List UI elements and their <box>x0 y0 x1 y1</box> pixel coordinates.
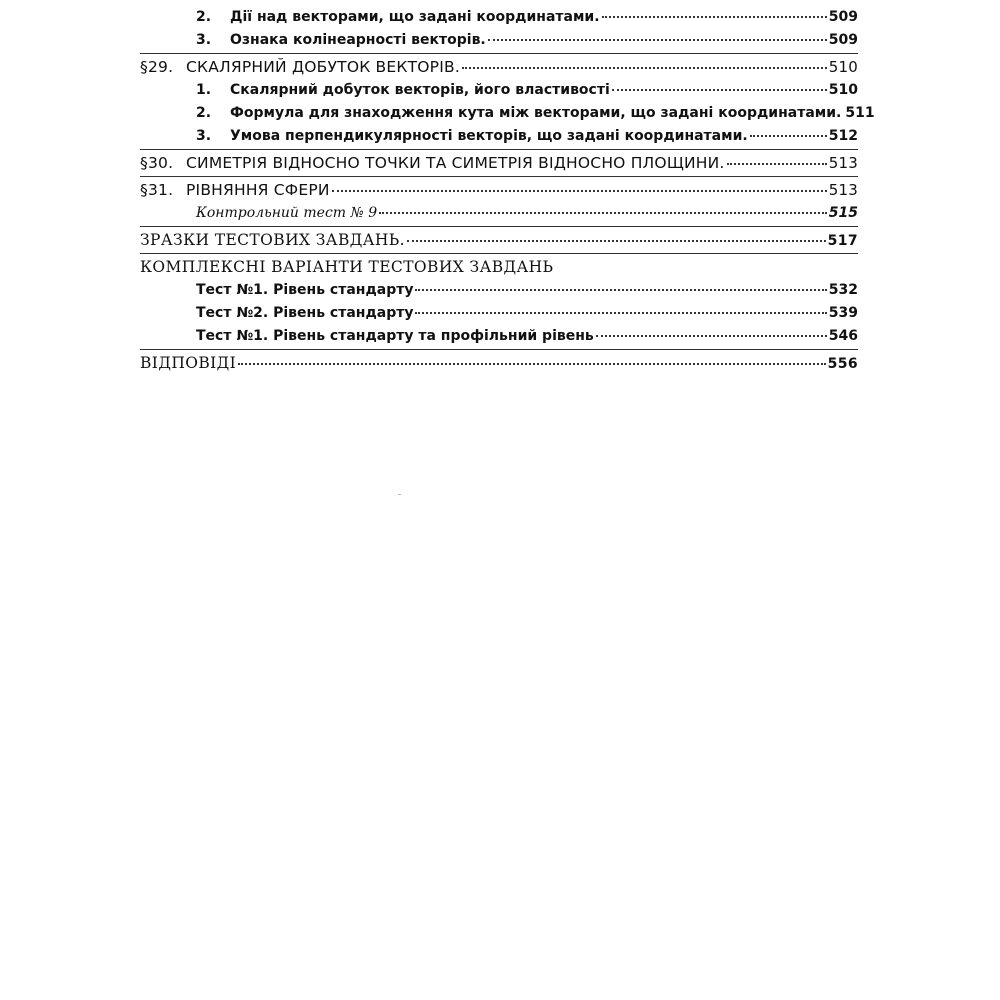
toc-row <box>140 102 875 125</box>
item-title: Умова перпендикулярності векторів, що задані координатами. <box>230 128 748 144</box>
dot-leader <box>750 134 827 137</box>
scan-speck <box>398 494 401 495</box>
table-of-contents <box>140 6 875 375</box>
control-test-title: Контрольний тест № 9 <box>196 205 378 221</box>
separator-line <box>140 176 858 177</box>
dot-leader <box>415 288 826 291</box>
toc-row <box>140 125 858 148</box>
dot-leader <box>332 189 827 192</box>
separator-line <box>140 253 858 254</box>
page-number: 513 <box>828 154 858 172</box>
page-number: 515 <box>828 205 858 221</box>
item-number: 3. <box>196 128 212 144</box>
dot-leader <box>415 311 826 314</box>
toc-row <box>140 79 858 102</box>
section-title: СИМЕТРІЯ ВІДНОСНО ТОЧКИ ТА СИМЕТРІЯ ВІДНОСНО ПЛОЩИНИ. <box>186 154 725 172</box>
toc-row <box>140 279 858 302</box>
section-mark: §31. <box>140 181 174 199</box>
dot-leader <box>596 334 827 337</box>
item-title: Дії над векторами, що задані координатами. <box>230 9 600 25</box>
page-number: 511 <box>845 105 875 121</box>
toc-complex <box>140 256 858 279</box>
toc-row <box>140 302 858 325</box>
page-number: 510 <box>828 58 858 76</box>
item-title: Ознака колінеарності векторів. <box>230 32 486 48</box>
toc-section-29 <box>140 56 858 79</box>
test-title: Тест №1. Рівень стандарту та профільний рівень <box>196 328 594 344</box>
section-title: РІВНЯННЯ СФЕРИ <box>186 181 330 199</box>
toc-section-31 <box>140 179 858 202</box>
item-number: 3. <box>196 32 212 48</box>
dot-leader <box>488 38 827 41</box>
page-number: 513 <box>828 181 858 199</box>
page-number: 532 <box>828 282 858 298</box>
separator-line <box>140 349 858 350</box>
dot-leader <box>407 239 826 242</box>
section-title: КОМПЛЕКСНІ ВАРІАНТИ ТЕСТОВИХ ЗАВДАНЬ <box>140 258 554 276</box>
toc-row <box>140 325 858 348</box>
toc-control-test <box>140 202 858 225</box>
toc-row <box>140 6 858 29</box>
dot-leader <box>238 362 825 365</box>
section-title: СКАЛЯРНИЙ ДОБУТОК ВЕКТОРІВ. <box>186 58 460 76</box>
page-number: 512 <box>828 128 858 144</box>
separator-line <box>140 226 858 227</box>
test-title: Тест №2. Рівень стандарту <box>196 305 414 321</box>
toc-samples <box>140 229 858 252</box>
test-title: Тест №1. Рівень стандарту <box>196 282 414 298</box>
separator-line <box>140 53 858 54</box>
page-number: 539 <box>828 305 858 321</box>
section-title: ВІДПОВІДІ <box>140 354 237 372</box>
dot-leader <box>727 162 827 165</box>
section-mark: §29. <box>140 58 174 76</box>
page-number: 510 <box>828 82 858 98</box>
item-number: 2. <box>196 9 212 25</box>
item-number: 2. <box>196 105 212 121</box>
page-number: 556 <box>827 356 858 372</box>
section-title: ЗРАЗКИ ТЕСТОВИХ ЗАВДАНЬ. <box>140 231 405 249</box>
page-number: 546 <box>828 328 858 344</box>
page-number: 517 <box>827 233 858 249</box>
toc-section-30 <box>140 152 858 175</box>
toc-answers <box>140 352 858 375</box>
dot-leader <box>462 66 827 69</box>
dot-leader <box>379 211 827 214</box>
item-number: 1. <box>196 82 212 98</box>
separator-line <box>140 149 858 150</box>
dot-leader <box>612 88 827 91</box>
page-number: 509 <box>828 32 858 48</box>
item-title: Скалярний добуток векторів, його властивості <box>230 82 610 98</box>
section-mark: §30. <box>140 154 174 172</box>
dot-leader <box>602 15 827 18</box>
page-number: 509 <box>828 9 858 25</box>
toc-row <box>140 29 858 52</box>
item-title: Формула для знаходження кута між векторами, що задані координатами. <box>230 105 842 121</box>
